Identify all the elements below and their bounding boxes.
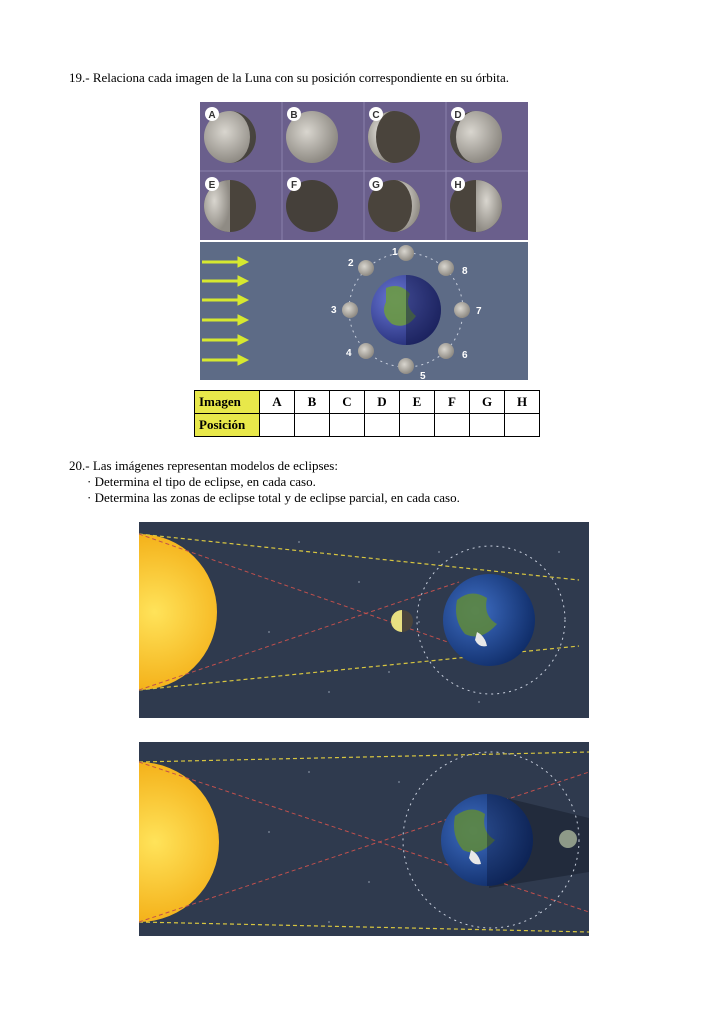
orbit-pos-2: 2 bbox=[348, 258, 354, 269]
earth-1 bbox=[443, 574, 535, 666]
eclipse-figure-1 bbox=[139, 522, 589, 718]
orbit-pos-6: 6 bbox=[462, 350, 468, 361]
orbit-pos-3: 3 bbox=[331, 305, 337, 316]
answer-cell[interactable] bbox=[365, 414, 400, 437]
table-cell: E bbox=[400, 391, 435, 414]
label-B: B bbox=[290, 110, 298, 121]
table-cell: F bbox=[435, 391, 470, 414]
earth-2 bbox=[441, 794, 533, 886]
answer-cell[interactable] bbox=[330, 414, 365, 437]
answer-cell[interactable] bbox=[295, 414, 330, 437]
orbit-pos-5: 5 bbox=[420, 371, 426, 380]
orbit-pos-7: 7 bbox=[476, 306, 482, 317]
question-19-title: 19.- Relaciona cada imagen de la Luna con su posición correspondiente en su órbita. bbox=[69, 70, 510, 85]
earth bbox=[371, 275, 441, 345]
instruction-1: · Determina el tipo de eclipse, en cada caso. bbox=[87, 474, 316, 489]
table-cell: B bbox=[295, 391, 330, 414]
table-row bbox=[195, 391, 540, 414]
orbit-pos-1: 1 bbox=[392, 247, 398, 258]
answer-cell[interactable] bbox=[470, 414, 505, 437]
table-header-posicion: Posición bbox=[195, 414, 260, 437]
label-C: C bbox=[372, 110, 380, 121]
label-A: A bbox=[208, 110, 216, 121]
table-cell: H bbox=[505, 391, 540, 414]
label-G: G bbox=[372, 180, 380, 191]
orbit-pos-8: 8 bbox=[462, 266, 468, 277]
answer-cell[interactable] bbox=[260, 414, 295, 437]
moon-1 bbox=[391, 610, 413, 632]
moon-phases-figure bbox=[200, 102, 528, 380]
eclipse-figure-2 bbox=[139, 742, 589, 936]
question-20-title: 20.- Las imágenes representan modelos de eclipses: bbox=[69, 458, 338, 473]
label-H: H bbox=[454, 180, 462, 191]
answer-cell[interactable] bbox=[400, 414, 435, 437]
orbit-pos-4: 4 bbox=[346, 348, 352, 359]
label-E: E bbox=[208, 180, 216, 191]
label-F: F bbox=[290, 180, 298, 191]
instruction-2: · Determina las zonas de eclipse total y de eclipse parcial, en cada caso. bbox=[87, 490, 460, 505]
table-header-imagen: Imagen bbox=[195, 391, 260, 414]
answer-cell[interactable] bbox=[505, 414, 540, 437]
answer-cell[interactable] bbox=[435, 414, 470, 437]
label-D: D bbox=[454, 110, 462, 121]
table-cell: C bbox=[330, 391, 365, 414]
table-cell: A bbox=[260, 391, 295, 414]
table-row bbox=[195, 414, 540, 437]
moon-2 bbox=[559, 830, 577, 848]
table-cell: G bbox=[470, 391, 505, 414]
table-cell: D bbox=[365, 391, 400, 414]
answer-table bbox=[194, 390, 540, 437]
